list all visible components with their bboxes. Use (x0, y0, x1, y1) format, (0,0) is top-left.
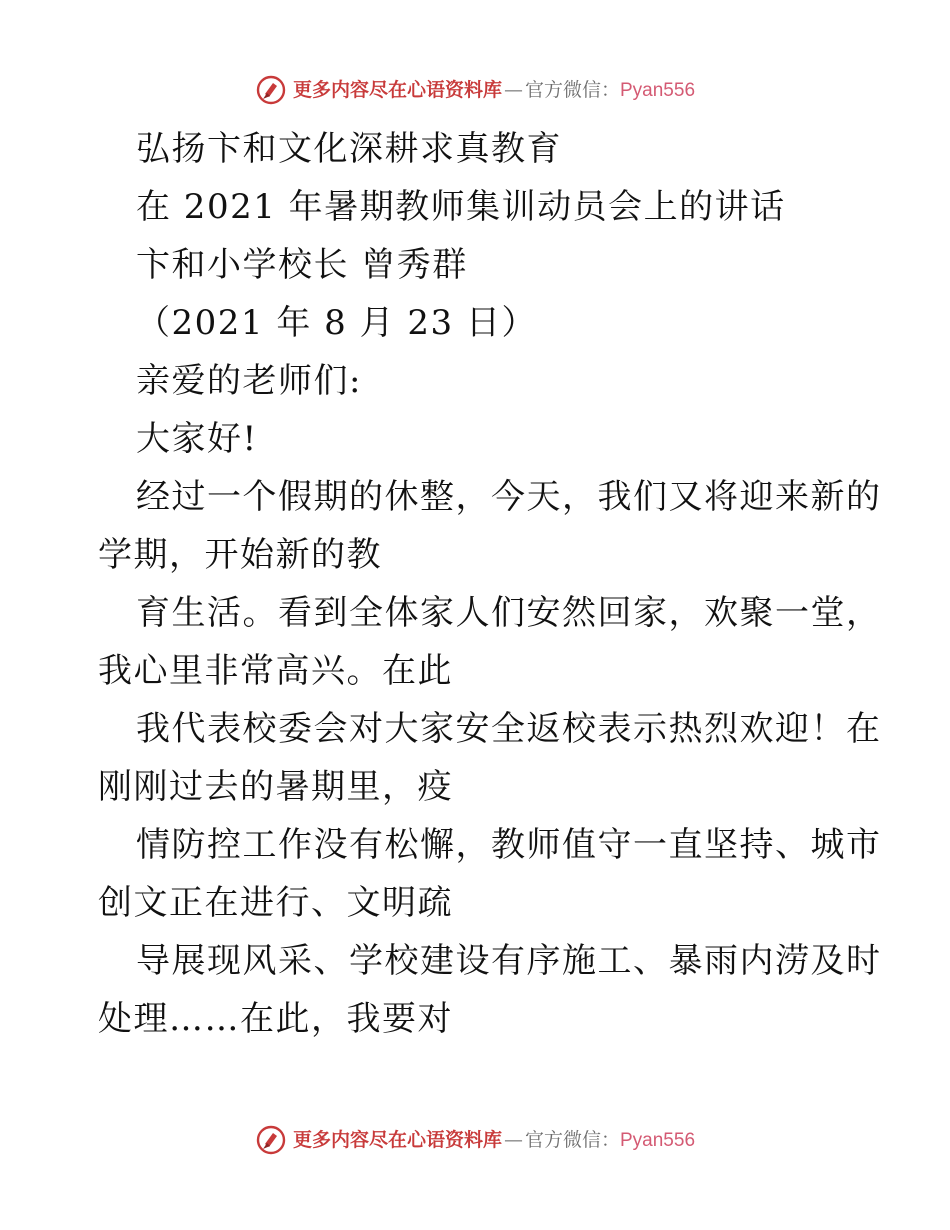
document-greeting: 大家好! (136, 419, 258, 459)
document-author: 卞和小学校长 曾秀群 (136, 245, 468, 285)
paragraph-line: 育生活。看到全体家人们安然回家，欢聚一堂， (136, 593, 882, 633)
paragraph-line: 我代表校委会对大家安全返校表示热烈欢迎！在 (136, 709, 882, 749)
paragraph-line: 导展现风采、学校建设有序施工、暴雨内涝及时 (136, 941, 882, 981)
document-subtitle: 在 2021 年暑期教师集训动员会上的讲话 (136, 187, 786, 227)
paragraph-line: 情防控工作没有松懈，教师值守一直坚持、城市 (136, 825, 882, 865)
document-title: 弘扬卞和文化深耕求真教育 (136, 129, 562, 169)
watermark-site-name: 更多内容尽在心语资料库 (292, 78, 502, 101)
watermark-label: 官方微信： (524, 1128, 620, 1151)
document-salutation: 亲爱的老师们: (136, 361, 362, 401)
paragraph-line: 刚刚过去的暑期里，疫 (98, 767, 453, 807)
watermark-footer (0, 1120, 950, 1160)
watermark-wechat-id: Pyan556 (620, 1129, 696, 1151)
watermark-site-name: 更多内容尽在心语资料库 (292, 1128, 502, 1151)
watermark-header (0, 70, 950, 110)
watermark-dash: — (503, 78, 523, 101)
watermark-wechat-id: Pyan556 (620, 79, 696, 101)
site-logo-icon (255, 1124, 287, 1156)
paragraph-line: 创文正在进行、文明疏 (98, 883, 453, 923)
paragraph-line: 处理……在此，我要对 (98, 999, 453, 1039)
document-body (98, 120, 882, 1048)
paragraph-line: 学期，开始新的教 (98, 535, 382, 575)
watermark-label: 官方微信： (524, 78, 620, 101)
paragraph-line: 我心里非常高兴。在此 (98, 651, 453, 691)
watermark-dash: — (503, 1128, 523, 1151)
document-date: （2021 年 8 月 23 日） (136, 303, 537, 343)
paragraph-line: 经过一个假期的休整，今天，我们又将迎来新的 (136, 477, 882, 517)
site-logo-icon (255, 74, 287, 106)
